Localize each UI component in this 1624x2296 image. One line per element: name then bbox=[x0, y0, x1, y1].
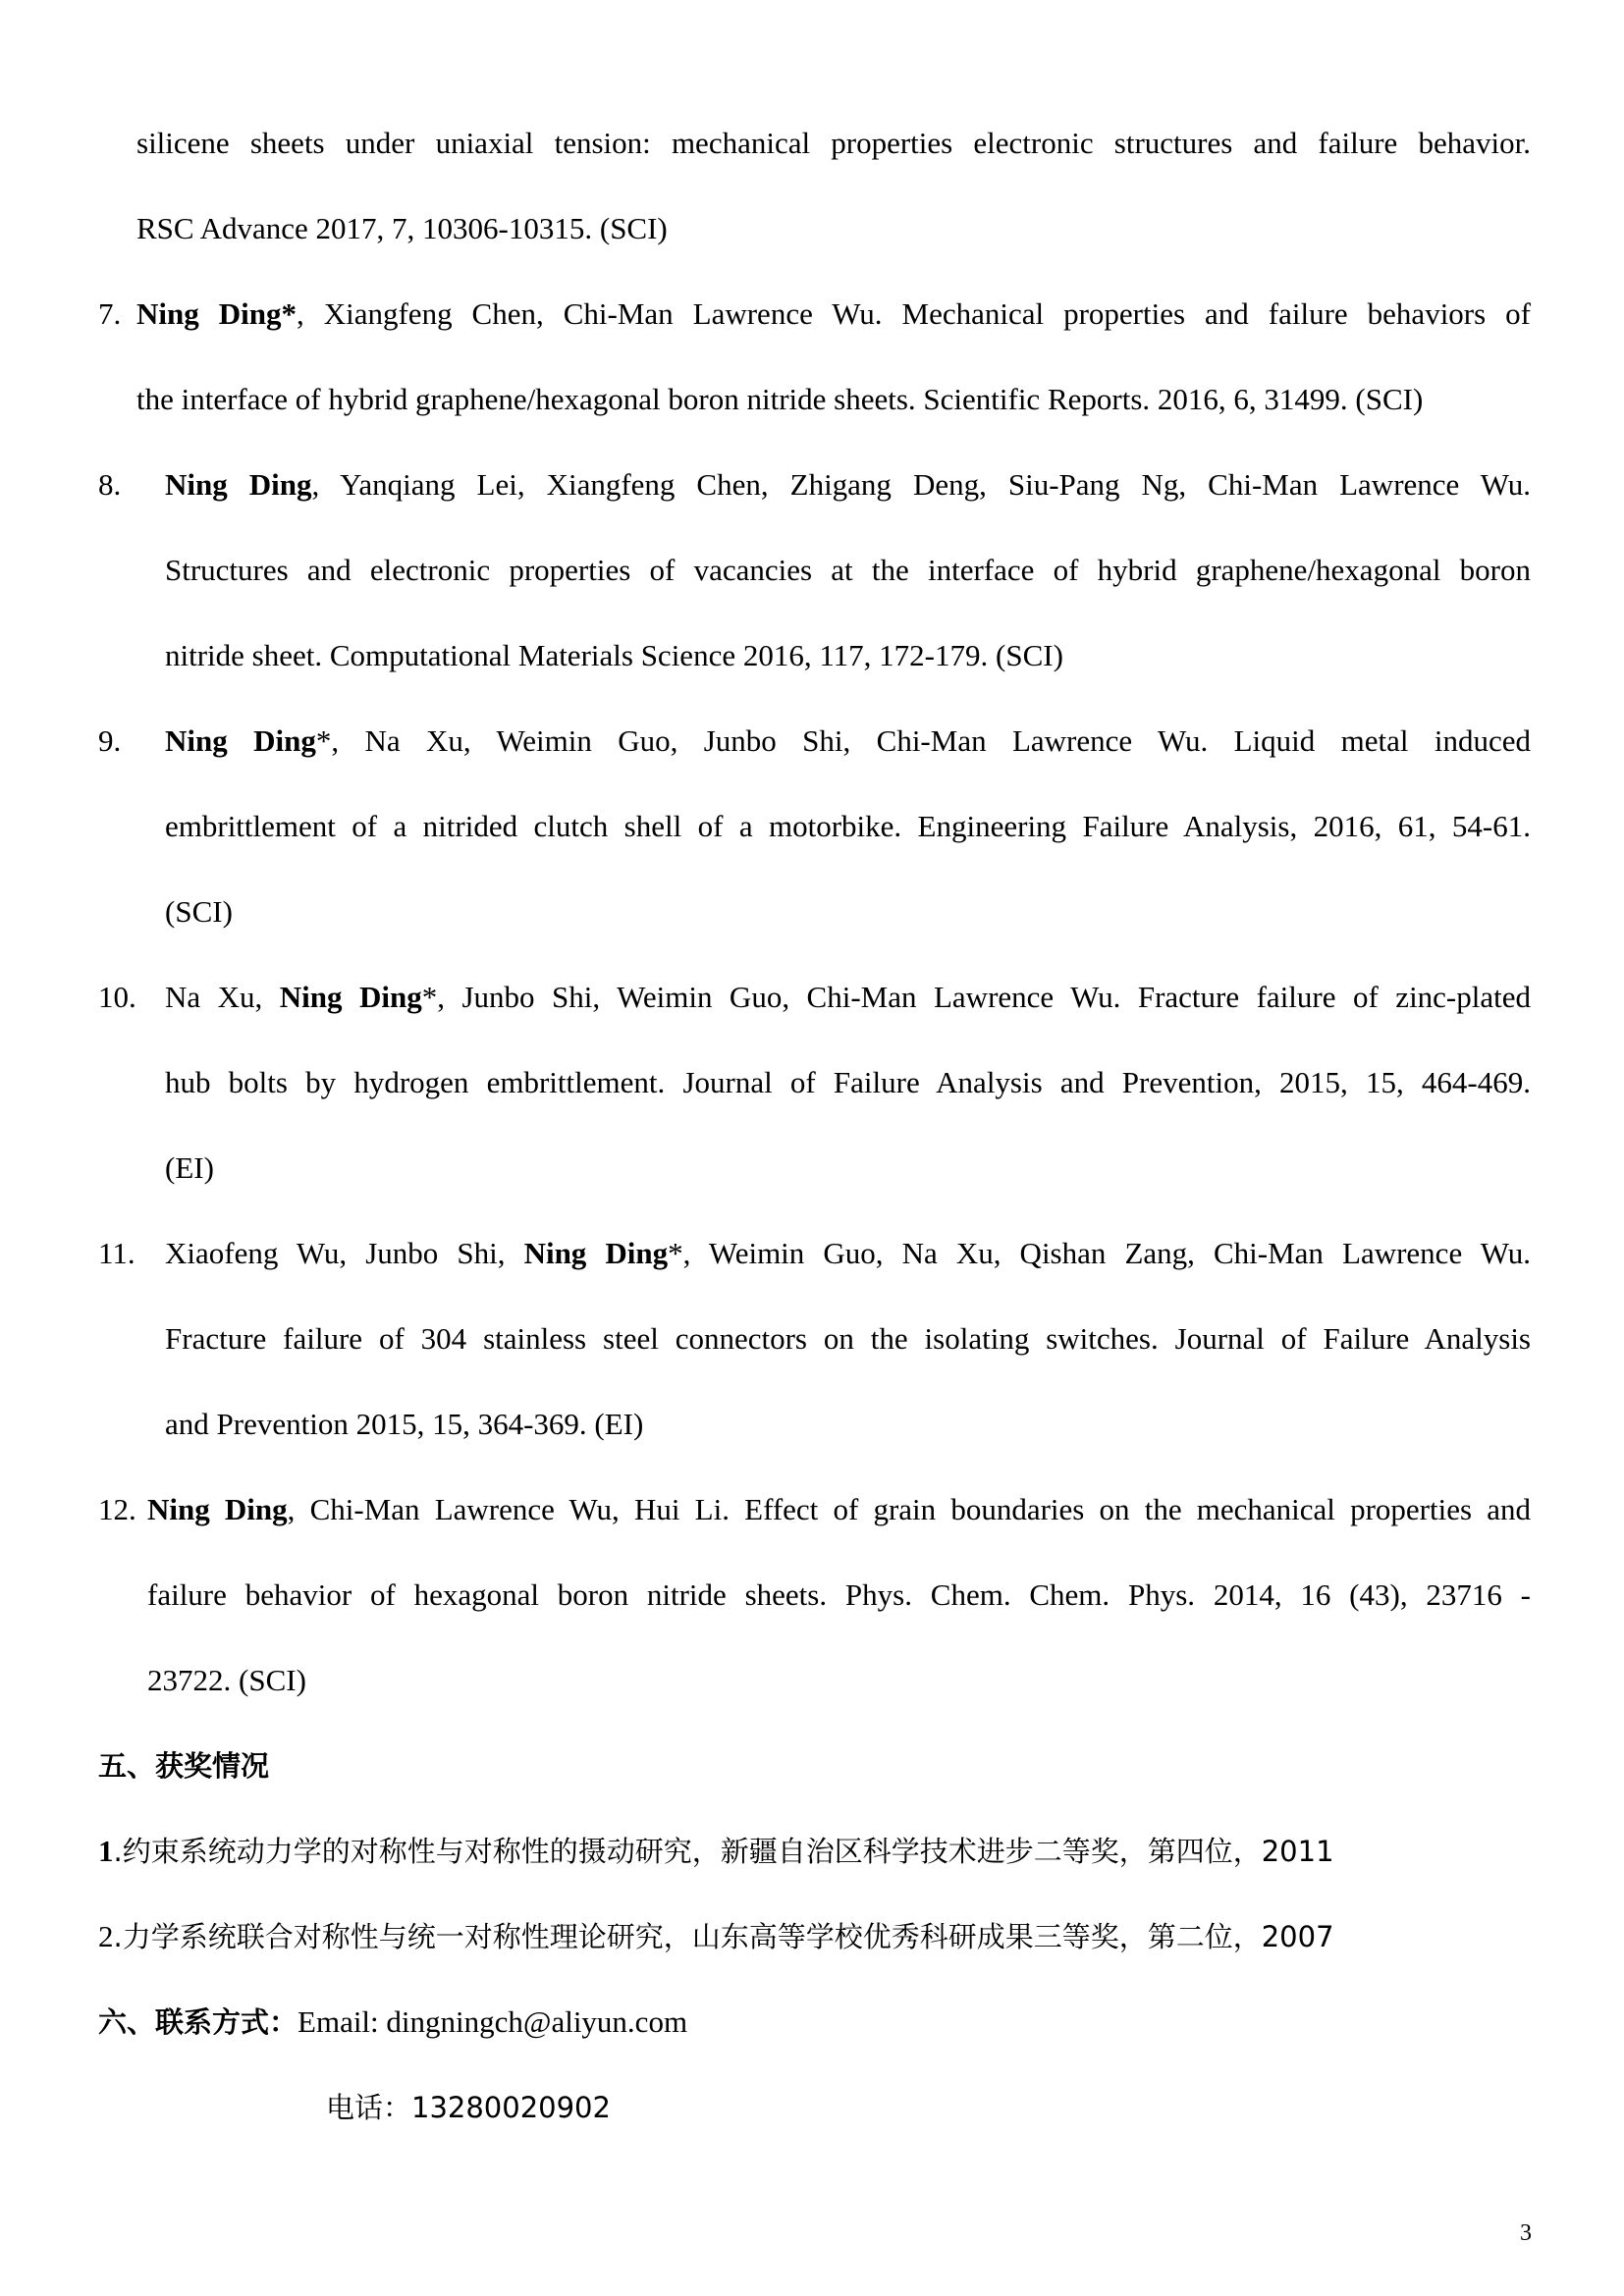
ref-10-line-1-rest: *, Junbo Shi, Weimin Guo, Chi-Man Lawrence Wu. Fracture failure of zinc-plated bbox=[421, 980, 1532, 1014]
ref-10-line-3: (EI) bbox=[165, 1150, 214, 1185]
ref-7-line-1-rest: , Xiangfeng Chen, Chi-Man Lawrence Wu. Mechanical properties and failure behaviors of bbox=[296, 296, 1532, 331]
award-item-1 bbox=[98, 1832, 1334, 1871]
ref-8-line-3: nitride sheet. Computational Materials Science 2016, 117, 172-179. (SCI) bbox=[165, 638, 1063, 672]
ref-12-line-2: failure behavior of hexagonal boron nitride sheets. Phys. Chem. Chem. Phys. 2014, 16 (43), 23716 - bbox=[147, 1577, 1531, 1612]
ref-12-line-1 bbox=[147, 1490, 1531, 1529]
ref-6-line-2: RSC Advance 2017, 7, 10306-10315. (SCI) bbox=[136, 211, 668, 245]
ref-11-line-1 bbox=[165, 1234, 1531, 1273]
ref-9-line-1-rest: *, Na Xu, Weimin Guo, Junbo Shi, Chi-Man Lawrence Wu. Liquid metal induced bbox=[315, 723, 1531, 758]
page-number: 3 bbox=[1520, 2220, 1532, 2246]
ref-8-line-2: Structures and electronic properties of vacancies at the interface of hybrid graphene/hexagonal boron bbox=[165, 553, 1531, 587]
ref-12-author-bold: Ning Ding bbox=[147, 1492, 288, 1526]
award-item-1-text: .约束系统动力学的对称性与对称性的摄动研究，新疆自治区科学技术进步二等奖，第四位，2011 bbox=[113, 1835, 1334, 1868]
award-item-2-text: .力学系统联合对称性与统一对称性理论研究，山东高等学校优秀科研成果三等奖，第二位，2007 bbox=[113, 1920, 1334, 1953]
ref-11-author-bold: Ning Ding bbox=[523, 1236, 669, 1270]
ref-10-author-bold: Ning Ding bbox=[279, 980, 422, 1014]
ref-11-prefix: Xiaofeng Wu, Junbo Shi, bbox=[165, 1236, 524, 1270]
ref-6-line-1: silicene sheets under uniaxial tension: mechanical properties electronic structures and failure behavior. bbox=[136, 126, 1531, 160]
ref-9-author-bold: Ning Ding bbox=[165, 723, 316, 758]
ref-12-number: 12. bbox=[98, 1492, 136, 1526]
ref-11-number: 11. bbox=[98, 1236, 135, 1270]
ref-10-line-2: hub bolts by hydrogen embrittlement. Journal of Failure Analysis and Prevention, 2015, 15, 464-469. bbox=[165, 1065, 1531, 1099]
ref-7-line-2: the interface of hybrid graphene/hexagonal boron nitride sheets. Scientific Reports. 2016, 6, 31499. (SCI) bbox=[136, 382, 1424, 416]
ref-10-prefix: Na Xu, bbox=[165, 980, 280, 1014]
contact-email: Email: dingningch@aliyun.com bbox=[298, 2004, 688, 2039]
contact-phone-text: 电话：13280020902 bbox=[326, 2091, 611, 2124]
ref-7-line-1 bbox=[136, 294, 1531, 334]
ref-8-number: 8. bbox=[98, 467, 122, 502]
ref-10-number: 10. bbox=[98, 980, 136, 1014]
ref-12-line-3: 23722. (SCI) bbox=[147, 1663, 306, 1697]
ref-8-line-1 bbox=[165, 465, 1531, 505]
ref-11-line-2: Fracture failure of 304 stainless steel connectors on the isolating switches. Journal of Failure Analysis bbox=[165, 1321, 1531, 1356]
ref-7-number: 7. bbox=[98, 296, 122, 331]
award-item-2-number: 2 bbox=[98, 1919, 114, 1953]
ref-11-line-3: and Prevention 2015, 15, 364-369. (EI) bbox=[165, 1407, 644, 1441]
awards-heading: 五、获奖情况 bbox=[98, 1749, 270, 1783]
ref-7-author-bold: Ning Ding* bbox=[136, 296, 297, 331]
contact-phone bbox=[326, 2088, 611, 2127]
contact-heading: 六、联系方式： bbox=[98, 2005, 298, 2039]
award-item-1-number: 1 bbox=[98, 1834, 114, 1868]
ref-11-line-1-rest: *, Weimin Guo, Na Xu, Qishan Zang, Chi-Man Lawrence Wu. bbox=[668, 1236, 1531, 1270]
ref-12-line-1-rest: , Chi-Man Lawrence Wu, Hui Li. Effect of grain boundaries on the mechanical properties and bbox=[287, 1492, 1531, 1526]
contact-line bbox=[98, 2002, 687, 2042]
ref-9-number: 9. bbox=[98, 723, 122, 758]
award-item-2 bbox=[98, 1917, 1334, 1956]
ref-9-line-3: (SCI) bbox=[165, 894, 233, 929]
ref-8-author-bold: Ning Ding bbox=[165, 467, 312, 502]
ref-8-line-1-rest: , Yanqiang Lei, Xiangfeng Chen, Zhigang Deng, Siu-Pang Ng, Chi-Man Lawrence Wu. bbox=[311, 467, 1532, 502]
ref-9-line-2: embrittlement of a nitrided clutch shell of a motorbike. Engineering Failure Analysis, 2016, 61, 54-61. bbox=[165, 809, 1531, 843]
ref-10-line-1 bbox=[165, 978, 1531, 1017]
ref-9-line-1 bbox=[165, 721, 1531, 761]
